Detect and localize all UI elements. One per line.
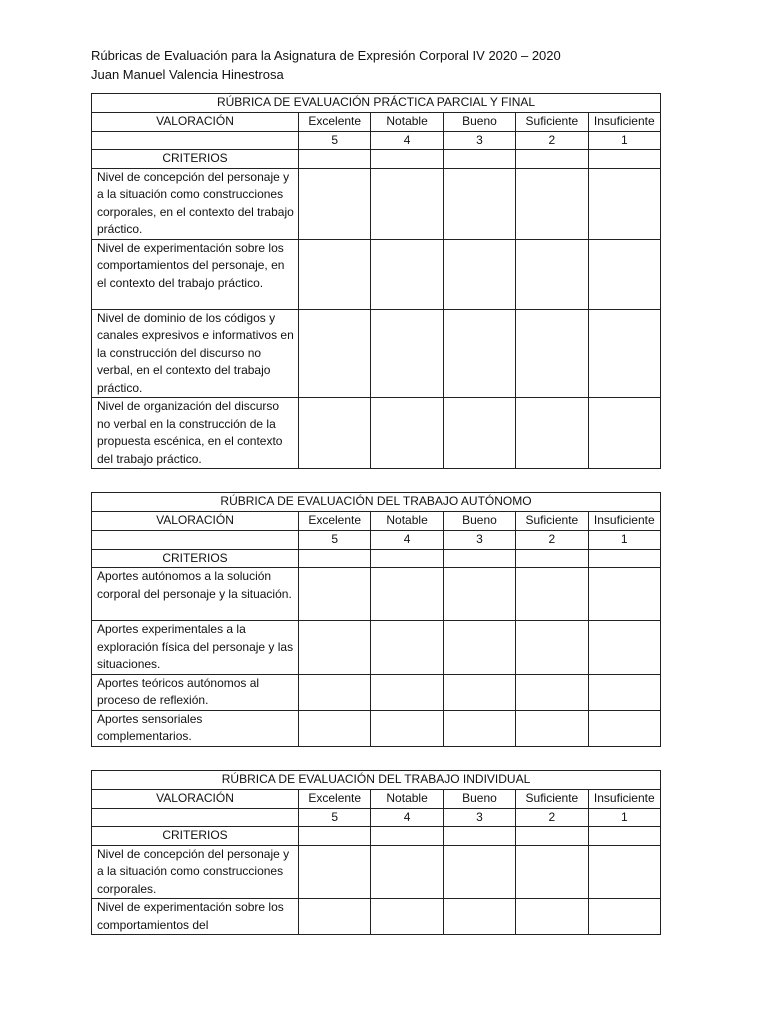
score-2: 2 [516,131,588,150]
criterion-row [92,674,661,710]
criterion-row [92,710,661,746]
level-bueno: Bueno [443,512,515,531]
document-author: Juan Manuel Valencia Hinestrosa [91,67,284,82]
level-insuficiente: Insuficiente [588,512,660,531]
criterios-label: CRITERIOS [92,150,299,169]
document-header [91,46,561,84]
score-cell[interactable] [371,309,443,398]
score-4: 4 [371,131,443,150]
score-cell[interactable] [371,710,443,746]
blank-cell [516,549,588,568]
blank-cell [516,150,588,169]
blank-cell [92,131,299,150]
blank-cell [516,827,588,846]
score-cell[interactable] [443,398,515,469]
blank-cell [92,808,299,827]
score-cell[interactable] [299,239,371,309]
level-suficiente: Suficiente [516,790,588,809]
score-cell[interactable] [443,309,515,398]
level-excelente: Excelente [299,790,371,809]
score-cell[interactable] [371,168,443,239]
level-notable: Notable [371,512,443,531]
score-cell[interactable] [443,239,515,309]
blank-cell [371,150,443,169]
criterion-text: Nivel de organización del discurso no verbal en la construcción de la propuesta escénica, en el contexto del trabajo práctico. [92,398,299,469]
criterion-row [92,168,661,239]
blank-cell [588,150,660,169]
level-insuficiente: Insuficiente [588,790,660,809]
score-cell[interactable] [299,899,371,935]
level-notable: Notable [371,790,443,809]
score-cell[interactable] [298,674,370,710]
criterion-text: Nivel de experimentación sobre los comportamientos del [92,899,299,935]
blank-cell [443,150,515,169]
score-cell[interactable] [516,239,588,309]
blank-cell [588,827,660,846]
level-bueno: Bueno [443,790,515,809]
rubric-title: RÚBRICA DE EVALUACIÓN DEL TRABAJO INDIVIDUAL [92,771,661,790]
score-cell[interactable] [443,674,515,710]
score-cell[interactable] [299,168,371,239]
score-cell[interactable] [516,899,588,935]
score-4: 4 [371,531,443,550]
score-cell[interactable] [588,710,660,746]
criterion-text: Aportes autónomos a la solución corporal del personaje y la situación. [92,568,299,621]
score-1: 1 [588,808,660,827]
score-cell[interactable] [299,309,371,398]
score-cell[interactable] [443,845,515,899]
score-cell[interactable] [588,568,660,621]
score-cell[interactable] [588,899,660,935]
score-cell[interactable] [516,674,588,710]
blank-cell [443,827,515,846]
score-cell[interactable] [298,710,370,746]
criterios-label: CRITERIOS [92,549,299,568]
blank-cell [443,549,515,568]
score-cell[interactable] [299,398,371,469]
score-cell[interactable] [298,621,370,675]
score-cell[interactable] [443,621,515,675]
criterion-row [92,239,661,309]
blank-cell [299,150,371,169]
score-cell[interactable] [516,621,588,675]
score-cell[interactable] [443,568,515,621]
score-cell[interactable] [371,674,443,710]
level-suficiente: Suficiente [516,512,588,531]
score-cell[interactable] [516,568,588,621]
criterion-text: Aportes teóricos autónomos al proceso de reflexión. [92,674,299,710]
score-1: 1 [588,131,660,150]
blank-cell [371,549,443,568]
score-cell[interactable] [516,845,588,899]
score-cell[interactable] [516,398,588,469]
rubric-title: RÚBRICA DE EVALUACIÓN PRÁCTICA PARCIAL Y FINAL [92,94,661,113]
score-3: 3 [443,131,515,150]
criterion-row [92,398,661,469]
criterion-row [92,845,661,899]
score-cell[interactable] [371,568,443,621]
valoracion-label: VALORACIÓN [92,790,299,809]
score-cell[interactable] [371,621,443,675]
score-3: 3 [443,808,515,827]
level-excelente: Excelente [299,113,371,132]
score-2: 2 [516,531,588,550]
score-1: 1 [588,531,660,550]
score-3: 3 [443,531,515,550]
score-5: 5 [299,131,371,150]
score-cell[interactable] [371,845,443,899]
blank-cell [299,827,371,846]
criterion-text: Nivel de concepción del personaje y a la situación como construcciones corporales. [92,845,299,899]
rubric-table-individual [91,770,661,935]
score-cell[interactable] [516,710,588,746]
rubric-table-practica [91,93,661,469]
criterion-row [92,309,661,398]
score-cell[interactable] [588,239,660,309]
criterion-row [92,568,661,621]
score-cell[interactable] [443,168,515,239]
level-excelente: Excelente [298,512,370,531]
rubric-title: RÚBRICA DE EVALUACIÓN DEL TRABAJO AUTÓNOMO [92,493,661,512]
blank-cell [92,531,299,550]
valoracion-label: VALORACIÓN [92,113,299,132]
score-cell[interactable] [588,309,660,398]
score-cell[interactable] [371,398,443,469]
score-cell[interactable] [516,168,588,239]
criterion-text: Nivel de dominio de los códigos y canales expresivos e informativos en la construcción del discurso no verbal, en el contexto del trabajo práctico. [92,309,299,398]
score-cell[interactable] [299,845,371,899]
criterion-text: Aportes sensoriales complementarios. [92,710,299,746]
score-cell[interactable] [298,568,370,621]
score-cell[interactable] [516,309,588,398]
criterion-row [92,621,661,675]
criterion-text: Nivel de concepción del personaje y a la situación como construcciones corporales, en el contexto del trabajo práctico. [92,168,299,239]
criterion-text: Aportes experimentales a la exploración física del personaje y las situaciones. [92,621,299,675]
score-4: 4 [371,808,443,827]
score-cell[interactable] [588,845,660,899]
score-5: 5 [298,531,370,550]
score-cell[interactable] [371,899,443,935]
criterion-row [92,899,661,935]
score-cell[interactable] [588,621,660,675]
blank-cell [371,827,443,846]
criterios-label: CRITERIOS [92,827,299,846]
score-5: 5 [299,808,371,827]
level-suficiente: Suficiente [516,113,588,132]
score-cell[interactable] [588,168,660,239]
blank-cell [298,549,370,568]
score-2: 2 [516,808,588,827]
score-cell[interactable] [588,398,660,469]
level-insuficiente: Insuficiente [588,113,660,132]
document-title: Rúbricas de Evaluación para la Asignatura de Expresión Corporal IV 2020 – 2020 [91,48,561,63]
rubric-table-autonomo [91,492,661,747]
level-notable: Notable [371,113,443,132]
score-cell[interactable] [443,899,515,935]
score-cell[interactable] [443,710,515,746]
score-cell[interactable] [371,239,443,309]
valoracion-label: VALORACIÓN [92,512,299,531]
level-bueno: Bueno [443,113,515,132]
score-cell[interactable] [588,674,660,710]
blank-cell [588,549,660,568]
criterion-text: Nivel de experimentación sobre los comportamientos del personaje, en el contexto del trabajo práctico. [92,239,299,309]
